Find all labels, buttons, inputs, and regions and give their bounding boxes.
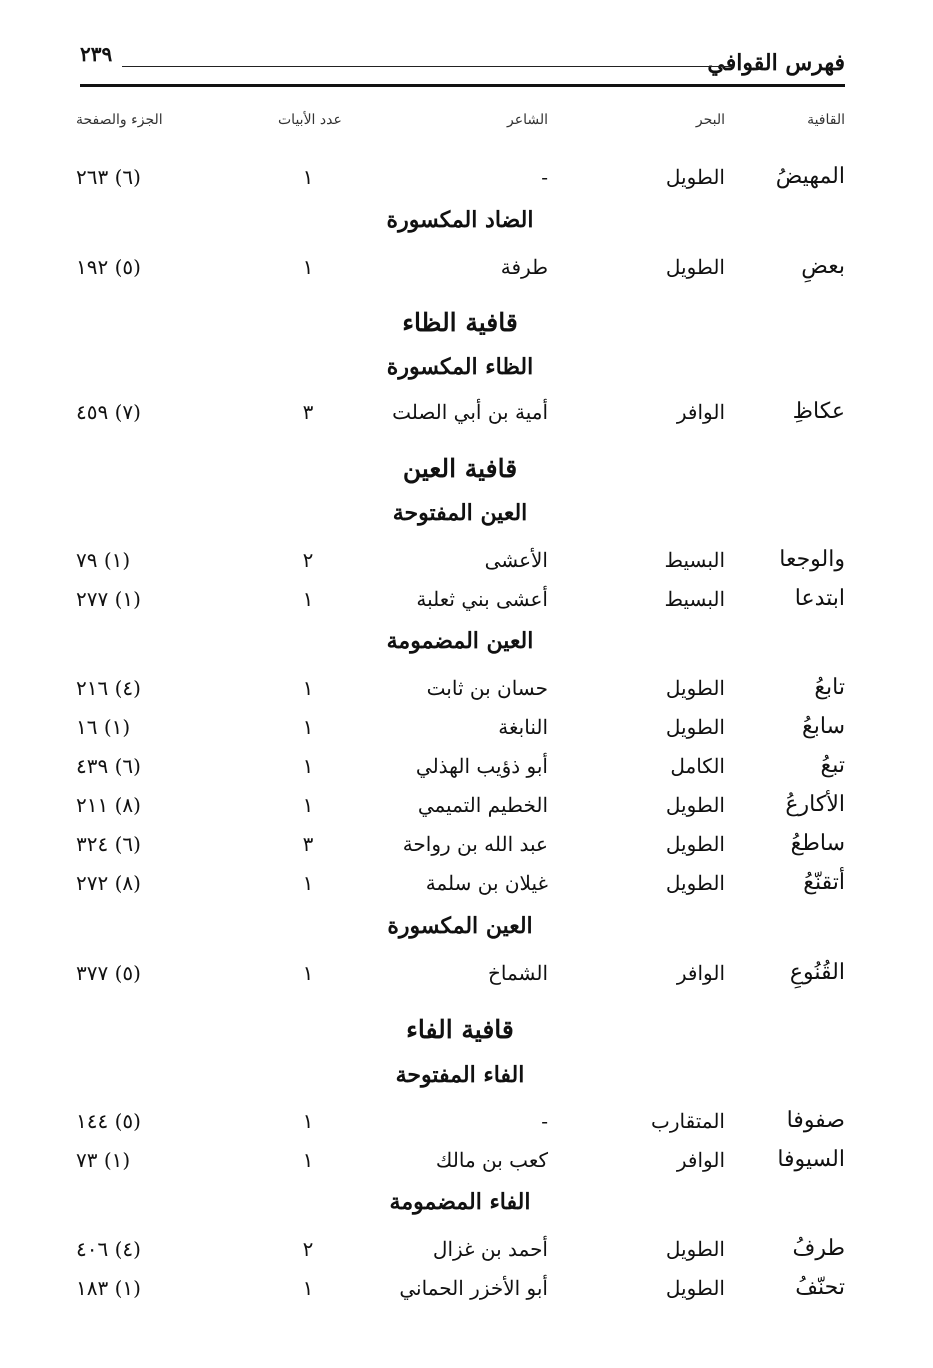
subsection-heading: الضاد المكسورة: [386, 207, 534, 233]
table-row: [0, 397, 933, 437]
table-row: [0, 829, 933, 869]
verse-count-cell: ١: [302, 961, 314, 985]
rhyme-cell: تحنّفُ: [795, 1275, 845, 1300]
volume-page-cell: (١) ٧٩: [76, 548, 131, 572]
poet-cell: أبو ذؤيب الهذلي: [415, 754, 548, 778]
volume-page-cell: (٦) ٤٣٩: [76, 754, 141, 778]
subsection-heading: الظاء المكسورة: [386, 354, 534, 380]
table-row: [0, 790, 933, 830]
meter-cell: الطويل: [665, 255, 725, 279]
section-heading: قافية الظاء: [402, 308, 518, 337]
table-row: [0, 252, 933, 292]
poet-cell: النابغة: [498, 715, 548, 739]
column-header-poet: الشاعر: [507, 112, 548, 128]
verse-count-cell: ١: [302, 1109, 314, 1133]
volume-page-cell: (٤) ٤٠٦: [76, 1237, 141, 1261]
volume-page-cell: (٥) ١٩٢: [76, 255, 141, 279]
rhyme-cell: تابعُ: [814, 675, 845, 700]
meter-cell: الطويل: [665, 832, 725, 856]
column-header-meter: البحر: [695, 112, 725, 128]
verse-count-cell: ٢: [302, 1237, 314, 1261]
volume-page-cell: (٥) ٣٧٧: [76, 961, 141, 985]
meter-cell: البسيط: [664, 548, 725, 572]
meter-cell: الطويل: [665, 676, 725, 700]
rhyme-cell: تبعُ: [820, 753, 845, 778]
volume-page-cell: (١) ١٨٣: [76, 1276, 141, 1300]
rhyme-cell: القُنُوعِ: [789, 960, 845, 985]
volume-page-cell: (١) ١٦: [76, 715, 131, 739]
rhyme-cell: سابعُ: [802, 714, 845, 739]
poet-cell: الأعشى: [484, 548, 548, 572]
volume-page-cell: (١) ٢٧٧: [76, 587, 141, 611]
column-header-count: عدد الأبيات: [278, 112, 342, 128]
verse-count-cell: ١: [302, 1148, 314, 1172]
rhyme-cell: صفوفا: [786, 1108, 845, 1133]
verse-count-cell: ١: [302, 754, 314, 778]
volume-page-cell: (٦) ٣٢٤: [76, 832, 141, 856]
poet-cell: كعب بن مالك: [435, 1148, 548, 1172]
verse-count-cell: ١: [302, 1276, 314, 1300]
verse-count-cell: ٣: [302, 832, 314, 856]
meter-cell: الطويل: [665, 1276, 725, 1300]
poet-cell: الشماخ: [487, 961, 548, 985]
page-number: ٢٣٩: [80, 42, 113, 66]
meter-cell: الطويل: [665, 165, 725, 189]
volume-page-cell: (٧) ٤٥٩: [76, 400, 141, 424]
meter-cell: الطويل: [665, 793, 725, 817]
poet-cell: -: [541, 1109, 548, 1133]
poet-cell: حسان بن ثابت: [426, 676, 548, 700]
poet-cell: عبد الله بن رواحة: [402, 832, 548, 856]
meter-cell: الطويل: [665, 871, 725, 895]
subsection-heading: العين المضمومة: [386, 628, 534, 654]
poet-cell: أعشى بني ثعلبة: [416, 587, 548, 611]
rhyme-cell: السيوفا: [777, 1147, 845, 1172]
rhyme-cell: المهيضُ: [775, 164, 845, 189]
running-header-title: فهرس القوافي: [707, 50, 845, 76]
poet-cell: -: [541, 165, 548, 189]
verse-count-cell: ١: [302, 165, 314, 189]
rhyme-cell: الأكارعُ: [785, 792, 845, 817]
meter-cell: المتقارب: [651, 1109, 725, 1133]
table-row: [0, 751, 933, 791]
verse-count-cell: ١: [302, 255, 314, 279]
verse-count-cell: ٣: [302, 400, 314, 424]
meter-cell: الكامل: [670, 754, 725, 778]
volume-page-cell: (١) ٧٣: [76, 1148, 131, 1172]
rhyme-cell: بعضِ: [801, 254, 845, 279]
rhyme-cell: ساطعُ: [790, 831, 845, 856]
subsection-heading: العين المفتوحة: [392, 500, 528, 526]
volume-page-cell: (٨) ٢٧٢: [76, 871, 141, 895]
poet-cell: طرفة: [500, 255, 548, 279]
table-row: [0, 673, 933, 713]
volume-page-cell: (٤) ٢١٦: [76, 676, 141, 700]
subsection-heading: الفاء المفتوحة: [395, 1062, 525, 1088]
verse-count-cell: ١: [302, 715, 314, 739]
table-row: [0, 712, 933, 752]
section-heading: قافية الفاء: [406, 1015, 514, 1044]
poet-cell: أبو الأخزر الحماني: [399, 1276, 548, 1300]
volume-page-cell: (٨) ٢١١: [76, 793, 141, 817]
table-row: [0, 1234, 933, 1274]
rhyme-cell: عكاظِ: [792, 399, 845, 424]
table-row: [0, 1273, 933, 1313]
meter-cell: الطويل: [665, 715, 725, 739]
table-row: [0, 958, 933, 998]
verse-count-cell: ١: [302, 676, 314, 700]
poet-cell: أحمد بن غزال: [432, 1237, 548, 1261]
table-row: [0, 545, 933, 585]
meter-cell: الطويل: [665, 1237, 725, 1261]
verse-count-cell: ١: [302, 587, 314, 611]
column-header-rhyme: القافية: [807, 112, 845, 128]
table-row: [0, 162, 933, 202]
meter-cell: الوافر: [676, 1148, 725, 1172]
meter-cell: الوافر: [676, 961, 725, 985]
table-row: [0, 584, 933, 624]
rhyme-cell: والوجعا: [779, 547, 845, 572]
table-row: [0, 1145, 933, 1185]
rhyme-cell: طرفُ: [792, 1236, 845, 1261]
poet-cell: أمية بن أبي الصلت: [392, 400, 548, 424]
meter-cell: الوافر: [676, 400, 725, 424]
table-row: [0, 868, 933, 908]
poet-cell: غيلان بن سلمة: [425, 871, 548, 895]
subsection-heading: العين المكسورة: [387, 913, 533, 939]
verse-count-cell: ١: [302, 793, 314, 817]
column-header-ref: الجزء والصفحة: [76, 112, 163, 128]
subsection-heading: الفاء المضمومة: [389, 1189, 531, 1215]
rhyme-cell: أتقنّعُ: [803, 870, 845, 895]
section-heading: قافية العين: [402, 454, 518, 483]
volume-page-cell: (٦) ٢٦٣: [76, 165, 141, 189]
verse-count-cell: ٢: [302, 548, 314, 572]
poet-cell: الخطيم التميمي: [417, 793, 548, 817]
table-row: [0, 1106, 933, 1146]
header-leader-line: [122, 66, 733, 67]
meter-cell: البسيط: [664, 587, 725, 611]
rhyme-cell: ابتدعا: [794, 586, 845, 611]
header-rule: [80, 84, 845, 87]
verse-count-cell: ١: [302, 871, 314, 895]
volume-page-cell: (٥) ١٤٤: [76, 1109, 141, 1133]
